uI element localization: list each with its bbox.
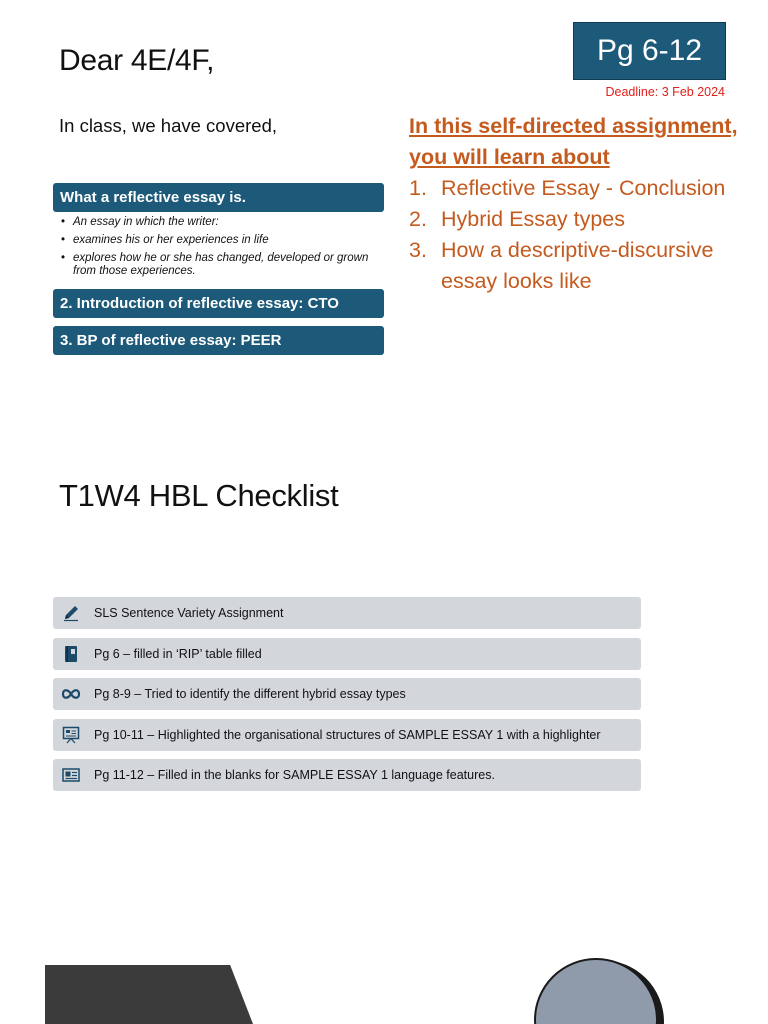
learn-item [409,235,749,297]
checklist-item [53,759,641,791]
checklist-item-text: Pg 6 – filled in ‘RIP’ table filled [94,646,262,661]
checklist-item [53,678,641,710]
learn-item-number: 1. [409,176,427,200]
infinity-icon [53,678,89,710]
learn-item-text: Hybrid Essay types [441,207,626,231]
learn-item-number: 3. [409,238,427,262]
learn-list [409,173,749,297]
checklist-item-text: Pg 8-9 – Tried to identify the different hybrid essay types [94,687,406,701]
decorative-dark-shape [45,965,253,1024]
learn-section [409,111,749,297]
learn-item [409,173,749,204]
learn-item [409,204,749,235]
checklist-item [53,719,641,751]
topic-bullets [53,212,384,289]
covered-intro: In class, we have covered, [59,115,277,136]
learn-heading: In this self-directed assignment, you will learn about [409,114,738,169]
checklist [53,597,641,800]
learn-item-text: Reflective Essay - Conclusion [441,176,726,200]
decorative-circle [534,958,658,1024]
greeting: Dear 4E/4F, [59,44,215,77]
topic-reflective-essay: What a reflective essay is. [53,183,384,212]
bullet-item: • explores how he or she has changed, developed or grown from those experiences. [61,252,384,278]
checklist-title: T1W4 HBL Checklist [59,478,339,513]
presentation-icon [53,719,89,751]
book-icon [53,638,89,670]
bullet-item: • An essay in which the writer: [61,216,384,229]
pen-icon [53,597,89,629]
learn-item-text: How a descriptive-discursive essay looks like [441,238,714,293]
page-range-badge: Pg 6-12 [573,22,726,80]
topic-introduction: 2. Introduction of reflective essay: CTO [53,289,384,318]
topic-body-paragraph: 3. BP of reflective essay: PEER [53,326,384,355]
id-card-icon [53,759,89,791]
covered-topics [53,183,384,355]
checklist-item-text: Pg 11-12 – Filled in the blanks for SAMPLE ESSAY 1 language features. [94,768,495,782]
checklist-item-text: SLS Sentence Variety Assignment [94,606,284,620]
checklist-item [53,638,641,670]
deadline-text: Deadline: 3 Feb 2024 [605,85,725,99]
learn-item-number: 2. [409,207,427,231]
checklist-item-text: Pg 10-11 – Highlighted the organisational structures of SAMPLE ESSAY 1 with a highlighter [94,727,601,742]
bullet-item: • examines his or her experiences in life [61,234,384,247]
checklist-item [53,597,641,629]
